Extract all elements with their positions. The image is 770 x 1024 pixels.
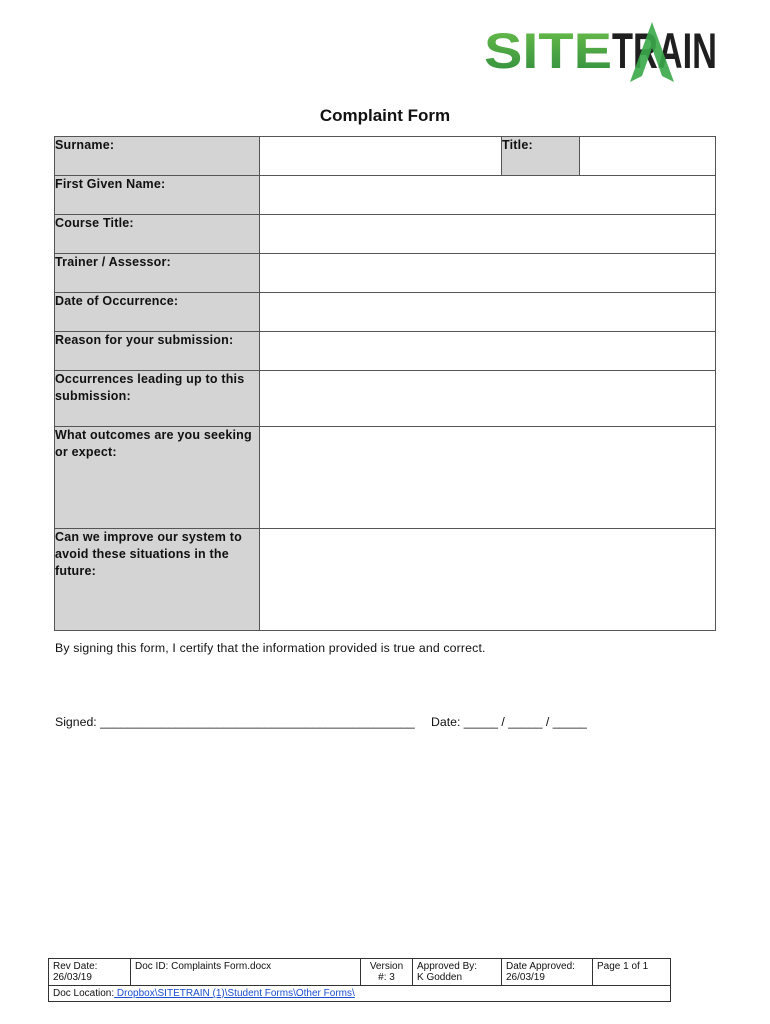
occurrences-field[interactable] — [260, 371, 716, 427]
approved-by-value: K Godden — [417, 972, 463, 983]
trainer-field[interactable] — [260, 254, 716, 293]
date-occurrence-label: Date of Occurrence: — [55, 293, 260, 332]
improve-textarea[interactable] — [260, 529, 715, 561]
outcomes-label: What outcomes are you seeking or expect: — [55, 427, 260, 529]
course-title-field[interactable] — [260, 215, 716, 254]
signature-date-line[interactable]: Date: _____ / _____ / _____ — [431, 715, 587, 729]
occurrences-label: Occurrences leading up to this submission: — [55, 371, 260, 427]
sitetrain-logo — [484, 18, 720, 84]
rev-date-label: Rev Date: — [53, 961, 98, 972]
date-occurrence-field[interactable] — [260, 293, 716, 332]
reason-label: Reason for your submission: — [55, 332, 260, 371]
first-name-field[interactable] — [260, 176, 716, 215]
page-number-cell: Page 1 of 1 — [593, 959, 671, 986]
title-label: Title: — [502, 137, 580, 176]
version-value: #: 3 — [378, 972, 395, 983]
improve-label: Can we improve our system to avoid these situations in the future: — [55, 529, 260, 631]
first-name-input[interactable] — [260, 177, 715, 193]
reason-input[interactable] — [260, 333, 715, 349]
outcomes-field[interactable] — [260, 427, 716, 529]
trainer-label: Trainer / Assessor: — [55, 254, 260, 293]
svg-text:SITE: SITE — [484, 23, 612, 79]
doc-location-cell — [49, 986, 671, 1002]
title-input[interactable] — [580, 138, 715, 154]
approved-by-label: Approved By: — [417, 961, 478, 972]
title-field[interactable] — [580, 137, 716, 176]
trainer-input[interactable] — [260, 255, 715, 271]
date-approved-value: 26/03/19 — [506, 972, 545, 983]
date-approved-cell — [502, 959, 593, 986]
signature-line[interactable]: Signed: ______________________________________________ — [55, 715, 415, 729]
reason-field[interactable] — [260, 332, 716, 371]
date-occurrence-input[interactable] — [260, 294, 715, 310]
rev-date-value: 26/03/19 — [53, 972, 92, 983]
doc-id-cell: Doc ID: Complaints Form.docx — [131, 959, 361, 986]
course-title-input[interactable] — [260, 216, 715, 232]
doc-location-label: Doc Location: — [53, 988, 115, 999]
form-title: Complaint Form — [319, 106, 451, 125]
version-label: Version — [369, 961, 404, 972]
doc-location-link[interactable]: Dropbox\SITETRAIN (1)\Student Forms\Other Forms\ — [114, 988, 355, 999]
date-approved-label: Date Approved: — [506, 961, 575, 972]
rev-date-cell — [49, 959, 131, 986]
surname-field[interactable] — [260, 137, 502, 176]
course-title-label: Course Title: — [55, 215, 260, 254]
version-cell — [361, 959, 413, 986]
certify-statement: By signing this form, I certify that the information provided is true and correct. — [55, 641, 486, 655]
surname-input[interactable] — [260, 138, 501, 154]
svg-text:TRAIN: TRAIN — [612, 23, 717, 79]
complaint-form-table — [54, 136, 716, 631]
approved-by-cell — [413, 959, 502, 986]
improve-field[interactable] — [260, 529, 716, 631]
outcomes-textarea[interactable] — [260, 427, 715, 459]
first-name-label: First Given Name: — [55, 176, 260, 215]
document-footer — [48, 958, 671, 1002]
surname-label: Surname: — [55, 137, 260, 176]
occurrences-textarea[interactable] — [260, 371, 715, 403]
